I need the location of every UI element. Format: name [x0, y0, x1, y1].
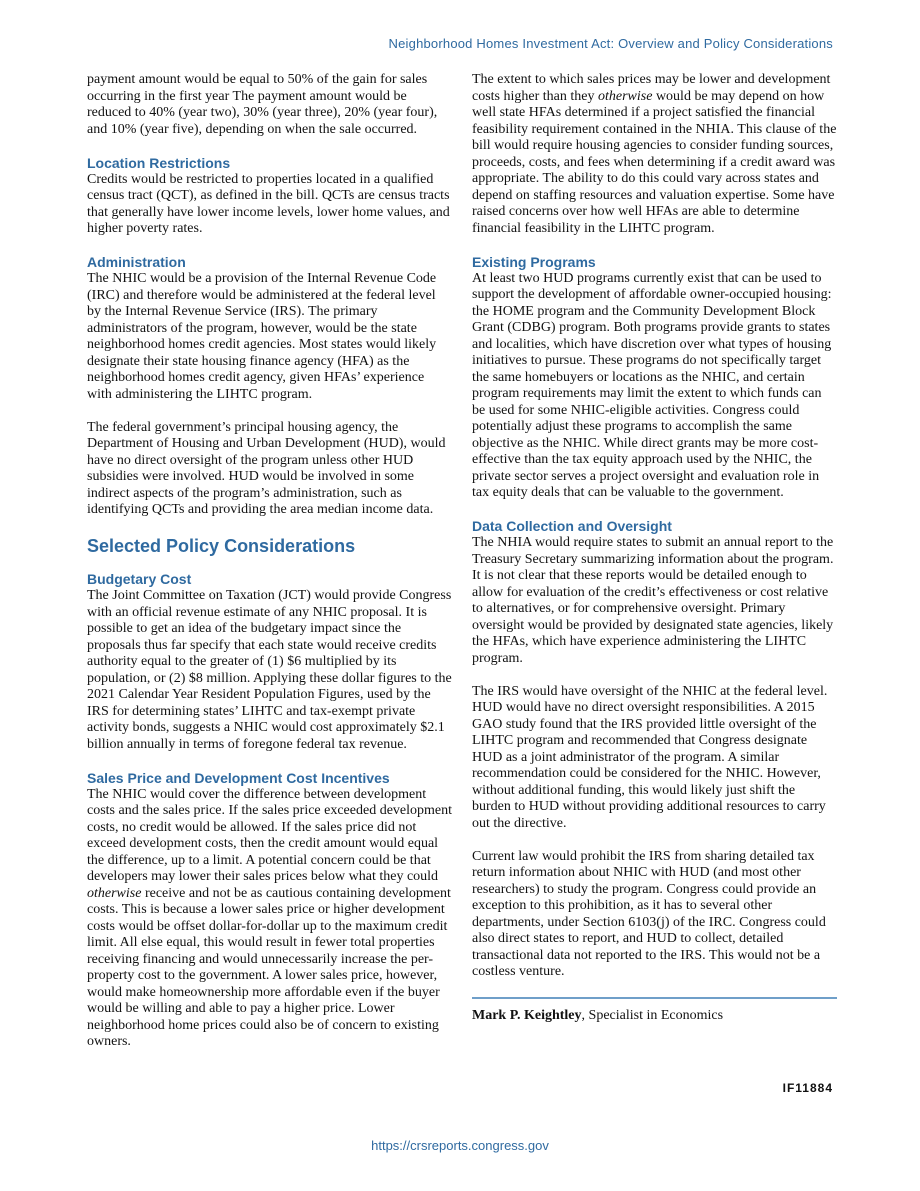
paragraph-intro: payment amount would be equal to 50% of the gain for sales occurring in the first year The payment amount would be reduced to 40% (year two), 30% (year three), 20% (year four), and 10% (year five), depending on when the sale occurred. — [87, 72, 438, 137]
paragraph-budgetary-cost: The Joint Committee on Taxation (JCT) would provide Congress with an official revenue estimate of any NHIC proposal. It is possible to get an idea of the budgetary impact since the proposals thus far specify that each state would receive credits authority equal to the greater of (1) $6 multiplied by its population, or (2) $8 million. Applying these dollar figures to the 2021 Calendar Year Resident Population Figures, used by the IRS for determining states’ LIHTC and tax-exempt private activity bonds, suggests a NHIC would cost approximately $2.1 billion annually in terms of foregone federal tax revenue. — [87, 588, 452, 752]
sales-text-1: The NHIC would cover the difference between development costs and the sales price. If the sales price exceeded development costs, no credit would be allowed. If the sales price did not exceed development costs, then the credit amount would equal the difference, up to a limit. A potential concern could be that developers may lower their sales prices below what they could — [87, 786, 453, 884]
paragraph-administration-1: The NHIC would be a provision of the Internal Revenue Code (IRC) and therefore would be administered at the federal level by the Internal Revenue Service (IRS). The primary administrators of the program, however, would be the state neighborhood homes credit agencies. Most states would likely designate their state housing finance agency (HFA) as the neighborhood homes credit agency, given HFAs’ experience with administering the LIHTC program. — [87, 271, 437, 402]
sales-text-2: receive and not be as cautious containing development costs. This is because a lower sales price or higher development costs would be offset dollar-for-dollar up to the maximum credit limit. All else equal, this would result in fewer total properties receiving financing and would unnecessarily increase the per-property cost to the government. A lower sales price, however, would make homeownership more affordable even if the buyer would be willing and able to pay a higher price. Lower neighborhood home prices could also be of concern to existing owners. — [87, 885, 451, 1049]
right-column — [472, 72, 837, 1024]
footer-url[interactable]: https://crsreports.congress.gov — [371, 1138, 549, 1153]
paragraph-sales-price — [87, 787, 452, 1051]
extent-emphasis: otherwise — [597, 88, 653, 104]
author-line — [472, 1007, 837, 1024]
heading-data-collection: Data Collection and Oversight — [472, 518, 672, 534]
sales-emphasis: otherwise — [87, 885, 142, 901]
paragraph-location: Credits would be restricted to properties located in a qualified census tract (QCT), as defined in the bill. QCTs are census tracts that generally have lower income levels, lower home values, and higher poverty rates. — [87, 171, 450, 236]
document-id: IF11884 — [782, 1081, 833, 1095]
heading-administration: Administration — [87, 254, 186, 270]
running-header: Neighborhood Homes Investment Act: Overview and Policy Considerations — [388, 36, 833, 51]
section-heading-policy-considerations: Selected Policy Considerations — [87, 536, 356, 556]
paragraph-data-collection-2: The IRS would have oversight of the NHIC at the federal level. HUD would have no direct oversight responsibilities. A 2015 GAO study found that the IRS provided little oversight of the LIHTC program and recommended that Congress designate HUD as a joint administrator of the program. A similar recommendation could be considered for the NHIC. However, without additional funding, this would likely just shift the burden to HUD without providing additional resources to carry out the directive. — [472, 683, 828, 831]
author-name: Mark P. Keightley — [472, 1008, 582, 1023]
heading-location-restrictions: Location Restrictions — [87, 154, 231, 171]
paragraph-existing-programs: At least two HUD programs currently exist that can be used to support the development of affordable owner-occupied housing: the HOME program and the Community Development Block Grant (CDBG) program. Both programs provide grants to states and localities, which have discretion over what types of housing initiatives to pursue. These programs do not specifically target the same homebuyers or locations as the NHIC, and certain program requirements may limit the extent to which funds can be used for some NHIC-eligible activities. Congress could potentially adjust these programs to accomplish the same objective as the NHIC. While direct grants may be more cost-effective than the tax equity approach used by the NHIC, the private sector serves a project oversight and evaluation role in tax equity deals that can be valuable to the government. — [472, 270, 832, 500]
author-title: , Specialist in Economics — [581, 1008, 724, 1023]
heading-budgetary-cost: Budgetary Cost — [87, 571, 192, 587]
extent-text-2: would be may depend on how well state HFAs determined if a project satisfied the financial feasibility requirement contained in the NHIA. This clause of the bill would require housing agencies to consider funding sources, proceeds, costs, and fees when determining if a credit award was appropriate. The ability to do this could vary across states and depend on staffing resources and valuation expertise. Some have raised concerns over how well HFAs are able to determine financial feasibility in the LIHTC program. — [472, 88, 837, 236]
left-column — [87, 72, 452, 1067]
heading-existing-programs: Existing Programs — [472, 253, 596, 270]
paragraph-data-collection-3: Current law would prohibit the IRS from sharing detailed tax return information about NHIC with HUD (and most other researchers) to study the program. Congress could provide an exception to this prohibition, as it has to several other departments, under Section 6103(j) of the IRC. Congress could also direct states to report, and HUD to collect, detailed transactional data not reported to the IRS. This would not be a costless venture. — [472, 848, 826, 979]
extent-text-1: The extent to which sales prices may be lower and development costs higher than they — [472, 72, 831, 104]
paragraph-administration-2: The federal government’s principal housing agency, the Department of Housing and Urban Development (HUD), would have no direct oversight of the program unless other HUD subsidies were involved. HUD would be involved in some indirect aspects of the program’s administration, such as identifying QCTs and providing the area median income data. — [87, 419, 446, 517]
paragraph-extent — [472, 72, 837, 237]
paragraph-data-collection-1: The NHIA would require states to submit an annual report to the Treasury Secretary summarizing information about the program. It is not clear that these reports would be detailed enough to allow for evaluation of the credit’s effectiveness or cost relative to alternatives, or for comprehensive oversight. Primary oversight would be provided by designated state agencies, likely the HFAs, which have experience administering the LIHTC program. — [472, 535, 834, 666]
heading-sales-price: Sales Price and Development Cost Incentives — [87, 769, 390, 786]
author-divider — [472, 997, 837, 999]
